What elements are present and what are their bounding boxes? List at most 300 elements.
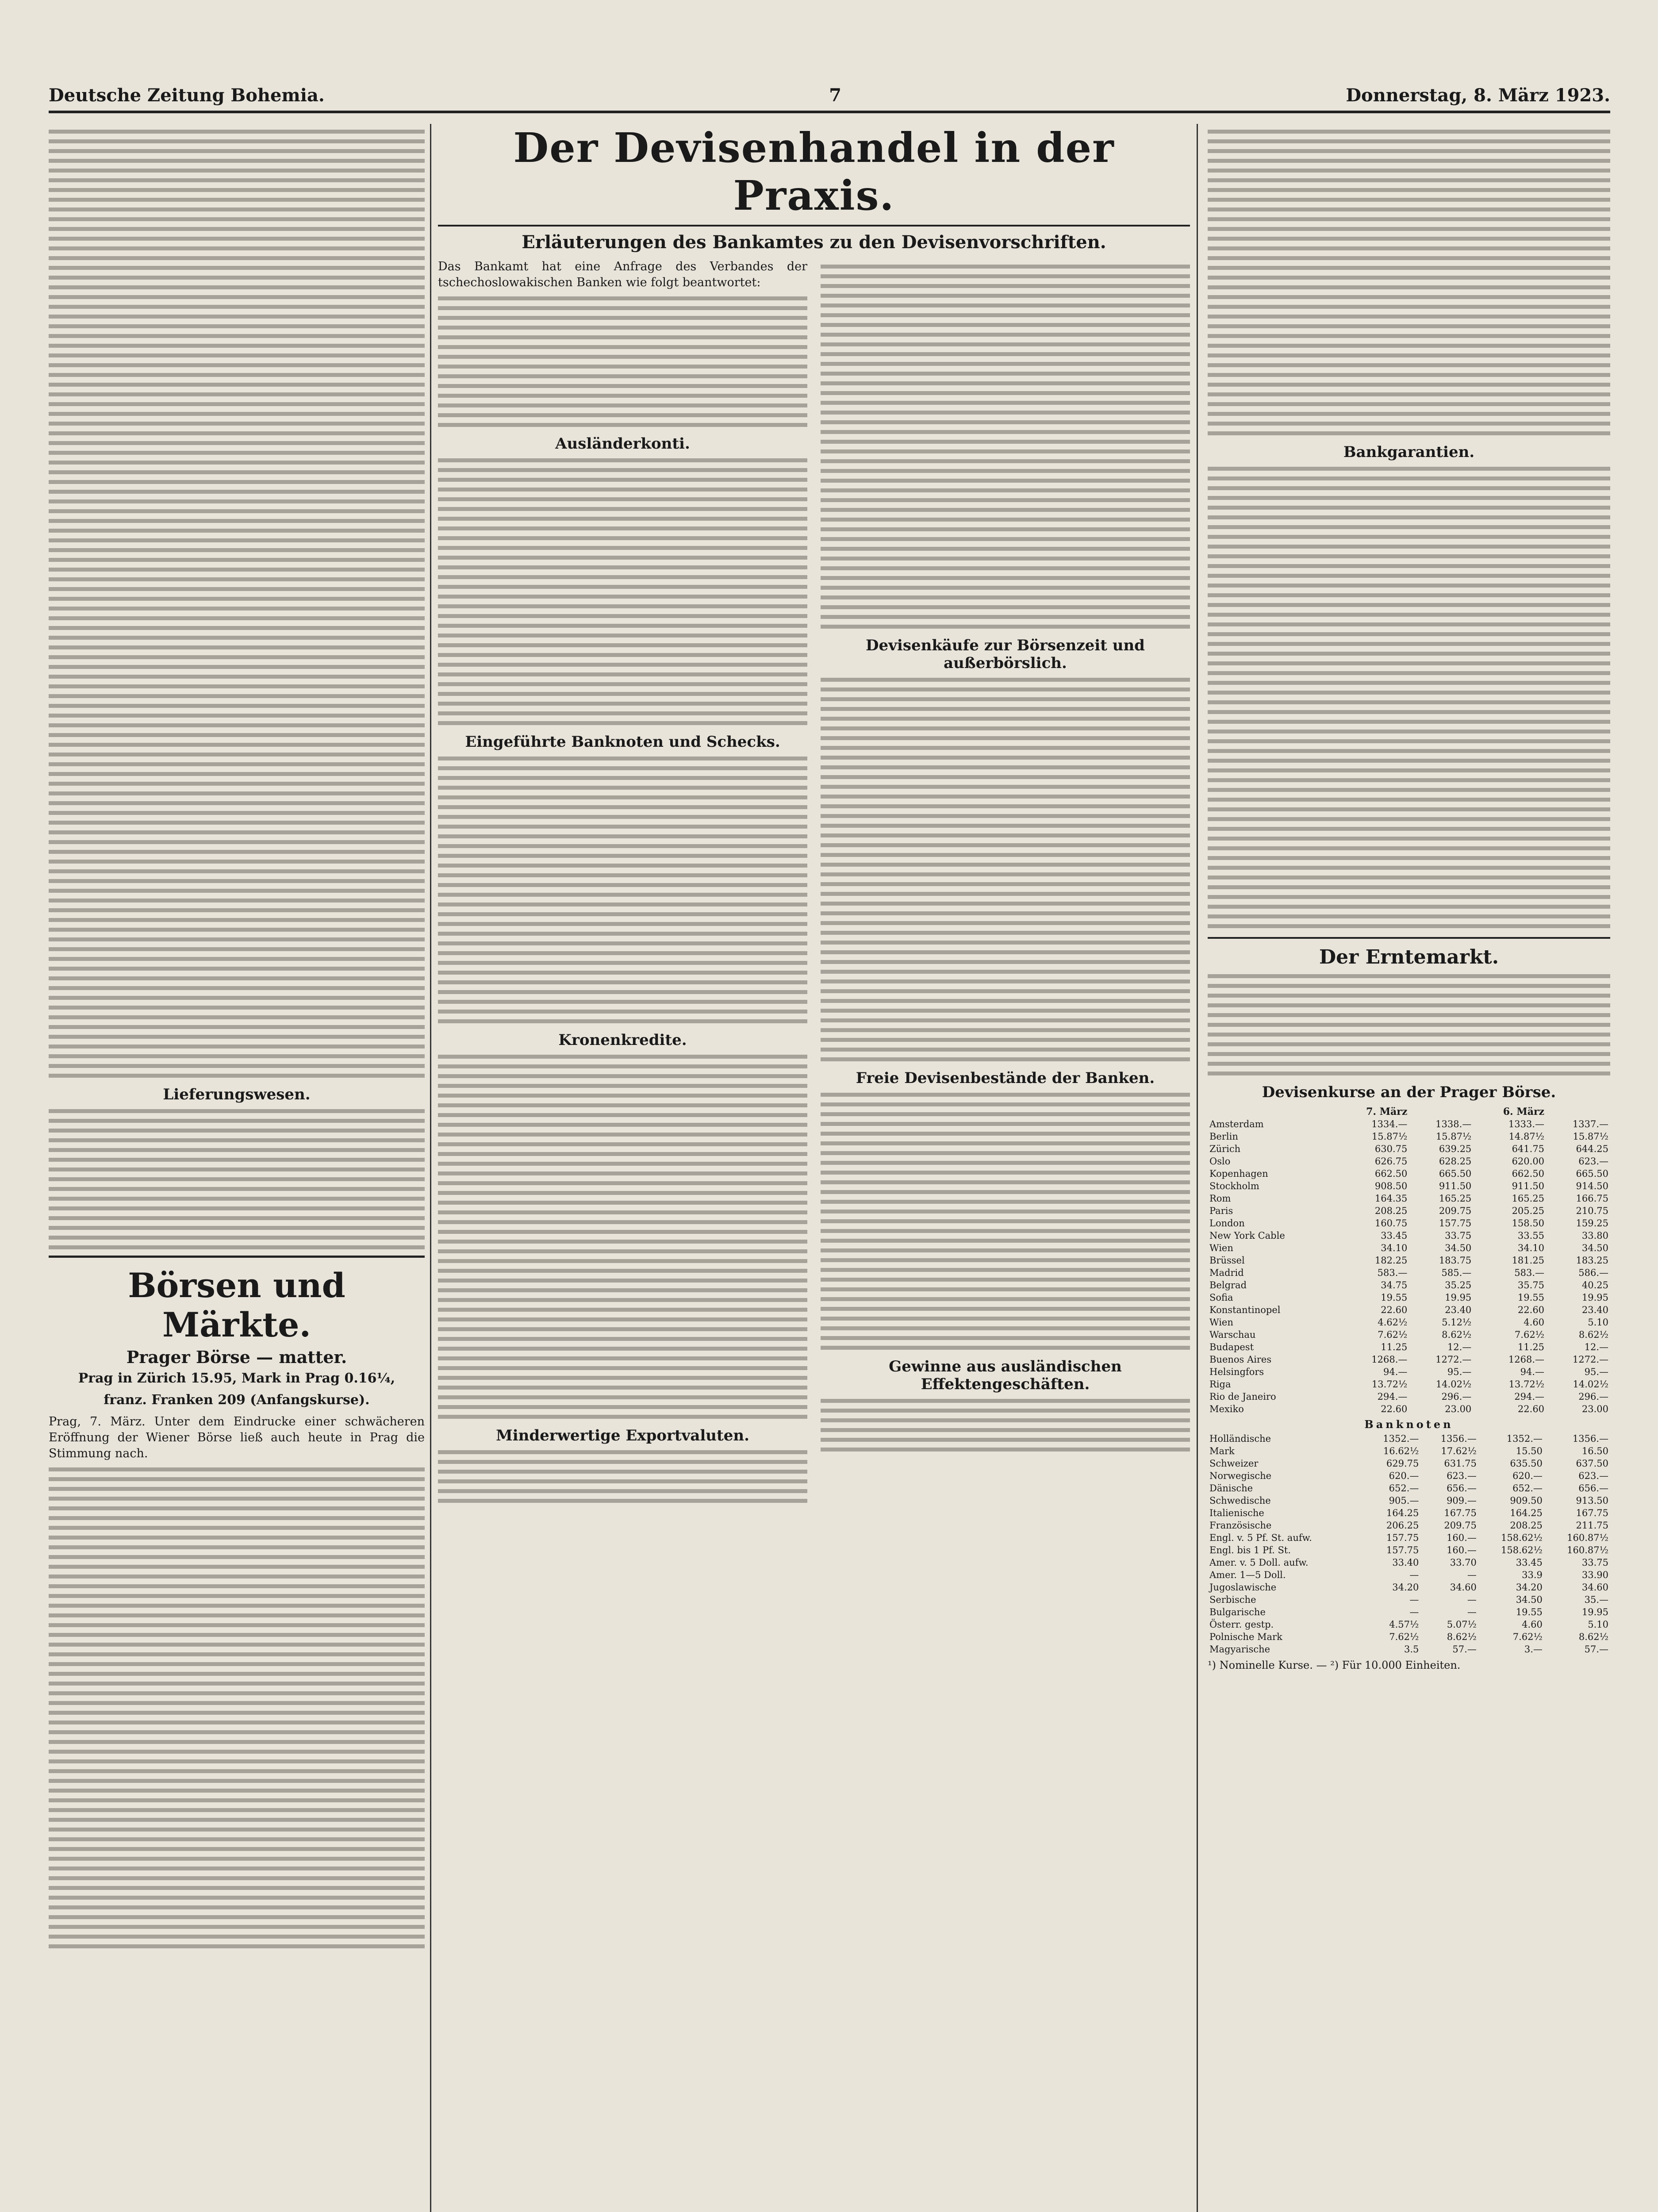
rate-value: 652.— [1389,1483,1419,1494]
rate-value: 14.87½ [1508,1131,1545,1142]
rate-value: 4.60 [1524,1317,1545,1328]
rate-value: 19.95 [1581,1607,1608,1617]
currency-name: Berlin [1209,1131,1238,1142]
rate-value: 22.60 [1381,1305,1408,1315]
rate-value: 11.25 [1381,1342,1408,1352]
rate-value: 4.57½ [1389,1619,1419,1630]
text-block [821,1093,1190,1350]
table-row [1208,1353,1610,1366]
table-row [1208,1594,1610,1606]
rate-value: 160.87½ [1567,1532,1608,1543]
section-freie-devisen: Freie Devisenbestände der Banken. [856,1069,1155,1087]
table-row [1208,1155,1610,1167]
rate-value: 911.50 [1439,1181,1472,1191]
table-row [1208,1445,1610,1457]
table-header-row [1208,1106,1610,1118]
rate-value: 5.07½ [1447,1619,1477,1630]
rate-value: — [1467,1570,1477,1580]
rate-value: 167.75 [1444,1508,1477,1518]
table-row [1208,1304,1610,1316]
rate-value: 157.75 [1439,1218,1472,1229]
currency-name: Stockholm [1209,1181,1259,1191]
rate-value: 8.62½ [1447,1632,1477,1642]
table-row [1208,1217,1610,1229]
section-exportvaluten: Minderwertige Exportvaluten. [496,1427,749,1444]
rate-value: 57.— [1452,1644,1477,1655]
rate-value: 40.25 [1581,1280,1608,1290]
boersen-paragraph: Prag, 7. März. Unter dem Eindrucke einer schwächeren Eröffnung der Wiener Börse ließ auch heute in Prag die Stimmung nach. [49,1415,425,1460]
rate-value: 1272.— [1572,1354,1608,1365]
rate-value: 34.50 [1445,1243,1472,1253]
rate-value: 208.25 [1374,1206,1408,1216]
rate-value: 637.50 [1576,1458,1608,1469]
rate-value: 209.75 [1444,1520,1477,1531]
text-block [438,458,807,725]
currency-name: Engl. bis 1 Pf. St. [1209,1545,1291,1555]
rate-value: 3.— [1524,1644,1543,1655]
currency-name: Mexiko [1209,1404,1244,1414]
rate-value: 7.62½ [1378,1329,1408,1340]
rate-value: 34.75 [1381,1280,1408,1290]
rate-value: 7.62½ [1514,1329,1545,1340]
rate-value: 160.75 [1374,1218,1408,1229]
rate-value: 158.62½ [1501,1545,1543,1555]
rate-value: 166.75 [1576,1193,1608,1204]
issue-date: Donnerstag, 8. März 1923. [1346,84,1610,106]
rate-value: 205.25 [1512,1206,1545,1216]
rate-value: 23.40 [1581,1305,1608,1315]
rate-value: 913.50 [1576,1495,1608,1506]
rate-value: 34.20 [1516,1582,1543,1593]
rate-value: 34.20 [1392,1582,1419,1593]
rate-value: 1268.— [1371,1354,1408,1365]
rate-value: 5.12½ [1442,1317,1472,1328]
table-row [1208,1329,1610,1341]
page-number: 7 [829,84,841,106]
rate-value: 183.25 [1576,1255,1608,1266]
table-row [1208,1229,1610,1242]
currency-name: Warschau [1209,1329,1256,1340]
rate-value: 12.— [1584,1342,1608,1352]
currency-name: Amsterdam [1209,1119,1264,1129]
rate-value: 22.60 [1517,1305,1545,1315]
banknoten-title: Banknoten [1364,1418,1454,1431]
rate-value: 641.75 [1512,1144,1545,1154]
rate-value: 33.45 [1381,1230,1408,1241]
rate-value: 11.25 [1517,1342,1545,1352]
rate-value: 294.— [1377,1391,1408,1402]
rate-value: 164.25 [1386,1508,1419,1518]
rate-value: 157.75 [1386,1532,1419,1543]
currency-name: Buenos Aires [1209,1354,1272,1365]
rate-value: 909.50 [1510,1495,1543,1506]
rate-value: 665.50 [1576,1168,1608,1179]
rate-value: 159.25 [1576,1218,1608,1229]
section-effektengeschaefte: Gewinne aus ausländischen Effektengeschäften. [889,1358,1122,1393]
rate-value: 16.62½ [1383,1446,1419,1456]
rate-value: 8.62½ [1578,1632,1608,1642]
text-block [821,678,1190,1061]
currency-name: Konstantinopel [1209,1305,1281,1315]
rate-value: 181.25 [1512,1255,1545,1266]
rate-value: 33.90 [1581,1570,1608,1580]
rate-value: 1272.— [1435,1354,1472,1365]
rate-value: 620.— [1512,1471,1543,1481]
rate-value: 908.50 [1374,1181,1408,1191]
currency-name: Kopenhagen [1209,1168,1268,1179]
table-row [1208,1470,1610,1482]
boersen-subtitle: Prager Börse — matter. [126,1347,347,1367]
rate-value: 7.62½ [1512,1632,1543,1642]
currency-name: Italienische [1209,1508,1264,1518]
rate-value: 639.25 [1439,1144,1472,1154]
rate-value: 157.75 [1386,1545,1419,1555]
rate-value: 665.50 [1439,1168,1472,1179]
rate-value: 14.02½ [1435,1379,1472,1390]
boersen-subline-1: Prag in Zürich 15.95, Mark in Prag 0.16¼, [78,1371,395,1386]
rate-value: 35.— [1584,1594,1608,1605]
currency-name: Zürich [1209,1144,1241,1154]
rate-value: 164.35 [1374,1193,1408,1204]
currency-name: Österr. gestp. [1209,1619,1274,1630]
rate-value: 656.— [1447,1483,1477,1494]
rate-value: 629.75 [1386,1458,1419,1469]
rate-value: 33.80 [1581,1230,1608,1241]
rate-value: 35.75 [1517,1280,1545,1290]
rate-value: — [1409,1607,1419,1617]
rate-value: 620.— [1389,1471,1419,1481]
column-center [438,124,1190,1509]
column-rule-2 [1197,124,1198,2212]
currency-name: Holländische [1209,1433,1271,1444]
rate-value: 19.55 [1381,1292,1408,1303]
article-subtitle: Erläuterungen des Bankamtes zu den Devisenvorschriften. [522,232,1106,253]
currency-name: Wien [1209,1243,1233,1253]
currency-name: Helsingfors [1209,1367,1264,1377]
table-row [1208,1482,1610,1494]
rate-value: 644.25 [1576,1144,1608,1154]
currency-name: Schwedische [1209,1495,1271,1506]
rates-footnote: ¹) Nominelle Kurse. — ²) Für 10.000 Einheiten. [1208,1659,1461,1671]
devisenkurse-table [1208,1106,1610,1415]
currency-name: Norwegische [1209,1471,1272,1481]
rate-value: 635.50 [1510,1458,1543,1469]
rate-value: 165.25 [1512,1193,1545,1204]
table-row [1208,1180,1610,1192]
currency-name: Serbische [1209,1594,1256,1605]
currency-name: Budapest [1209,1342,1254,1352]
table-row [1208,1618,1610,1631]
currency-name: Oslo [1209,1156,1231,1167]
table-row [1208,1130,1610,1143]
rate-value: 1352.— [1506,1433,1543,1444]
rate-value: 15.87½ [1435,1131,1472,1142]
article-title: Der Devisenhandel in der Praxis. [438,124,1190,227]
rate-value: 5.10 [1588,1619,1608,1630]
table-row [1208,1519,1610,1532]
rate-value: 630.75 [1374,1144,1408,1154]
rate-value: 628.25 [1439,1156,1472,1167]
rate-value: 1338.— [1435,1119,1472,1129]
rate-value: 14.02½ [1573,1379,1608,1390]
rate-value: 167.75 [1576,1508,1608,1518]
rate-value: 208.25 [1510,1520,1543,1531]
rate-value: 22.60 [1381,1404,1408,1414]
rate-value: 296.— [1578,1391,1608,1402]
rate-value: 15.50 [1516,1446,1543,1456]
currency-name: Wien [1209,1317,1233,1328]
rate-value: 17.62½ [1441,1446,1477,1456]
text-block [49,1109,425,1249]
text-block [1208,974,1610,1075]
rate-value: 4.62½ [1378,1317,1408,1328]
table-row [1208,1242,1610,1254]
table-row [1208,1643,1610,1655]
rate-value: 23.40 [1445,1305,1472,1315]
text-block [438,1450,807,1503]
column-header: 6. März [1503,1106,1545,1118]
text-block [1208,467,1610,928]
rate-value: 209.75 [1439,1206,1472,1216]
rate-value: — [1409,1570,1419,1580]
table-row [1208,1267,1610,1279]
table-row [1208,1167,1610,1180]
column-header: 7. März [1366,1106,1408,1118]
rate-value: 13.72½ [1508,1379,1545,1390]
rate-value: 160.— [1447,1545,1477,1555]
text-block [821,1399,1190,1452]
rate-value: 158.50 [1512,1218,1545,1229]
text-block [438,296,807,427]
boersen-subline-2: franz. Franken 209 (Anfangskurse). [104,1392,370,1408]
rate-value: 294.— [1514,1391,1545,1402]
table-row [1208,1291,1610,1304]
table-row [1208,1631,1610,1643]
rate-value: 34.50 [1581,1243,1608,1253]
rate-value: 34.60 [1581,1582,1608,1593]
currency-name: Belgrad [1209,1280,1247,1290]
rate-value: 631.75 [1444,1458,1477,1469]
rate-value: 164.25 [1510,1508,1543,1518]
table-row [1208,1556,1610,1569]
rate-value: 160.87½ [1567,1545,1608,1555]
rate-value: 1356.— [1572,1433,1608,1444]
rate-value: — [1409,1594,1419,1605]
table-row [1208,1544,1610,1556]
section-devisenkaeufe: Devisenkäufe zur Börsenzeit und außerbörslich. [866,637,1145,672]
rate-value: 158.62½ [1501,1532,1543,1543]
rate-value: 33.75 [1581,1557,1608,1568]
rate-value: 94.— [1520,1367,1545,1377]
rate-value: 160.— [1447,1532,1477,1543]
table-row [1208,1403,1610,1415]
rate-value: 626.75 [1374,1156,1408,1167]
currency-name: Französische [1209,1520,1272,1531]
rate-value: 183.75 [1439,1255,1472,1266]
table-row [1208,1432,1610,1445]
rate-value: 914.50 [1576,1181,1608,1191]
rate-value: 182.25 [1374,1255,1408,1266]
rate-value: 33.70 [1450,1557,1477,1568]
erntemarkt-title: Der Erntemarkt. [1208,937,1610,968]
rate-value: 15.87½ [1371,1131,1408,1142]
newspaper-name: Deutsche Zeitung Bohemia. [49,84,325,106]
rate-value: 652.— [1512,1483,1543,1494]
rate-value: 34.10 [1381,1243,1408,1253]
rate-value: — [1467,1594,1477,1605]
table-row [1208,1569,1610,1581]
boersen-title: Börsen und Märkte. [49,1256,425,1344]
rate-value: 585.— [1441,1267,1472,1278]
rate-value: 586.— [1578,1267,1608,1278]
section-heading-lieferungswesen: Lieferungswesen. [163,1086,311,1103]
rate-value: 583.— [1514,1267,1545,1278]
rate-value: 623.— [1447,1471,1477,1481]
table-row [1208,1581,1610,1594]
column-header [1409,1106,1473,1118]
rate-value: 33.45 [1516,1557,1543,1568]
currency-name: Sofia [1209,1292,1233,1303]
rate-value: 19.95 [1445,1292,1472,1303]
currency-name: Magyarische [1209,1644,1270,1655]
text-block [1208,130,1610,435]
rate-value: 16.50 [1581,1446,1608,1456]
banknoten-table [1208,1432,1610,1655]
currency-name: London [1209,1218,1245,1229]
currency-name: Amer. v. 5 Doll. aufw. [1209,1557,1309,1568]
table-row [1208,1316,1610,1329]
section-banknoten-schecks: Eingeführte Banknoten und Schecks. [465,733,780,751]
rate-value: 656.— [1578,1483,1608,1494]
rate-value: 206.25 [1386,1520,1419,1531]
table-row [1208,1494,1610,1507]
article-right-column [821,259,1190,1509]
rate-value: 623.— [1578,1471,1608,1481]
rate-value: 211.75 [1576,1520,1608,1531]
rate-value: 620.00 [1512,1156,1545,1167]
rate-value: 33.9 [1522,1570,1543,1580]
table-row [1208,1205,1610,1217]
rate-value: 95.— [1447,1367,1472,1377]
section-bankgarantien: Bankgarantien. [1343,443,1475,461]
rate-value: 1334.— [1371,1119,1408,1129]
page-header [49,80,1610,113]
rate-value: 34.50 [1516,1594,1543,1605]
rate-value: 34.10 [1517,1243,1545,1253]
currency-name: Madrid [1209,1267,1244,1278]
rate-value: 623.— [1578,1156,1608,1167]
table-row [1208,1366,1610,1378]
currency-name: Rio de Janeiro [1209,1391,1276,1402]
rate-value: 165.25 [1439,1193,1472,1204]
rates-title: Devisenkurse an der Prager Börse. [1262,1083,1556,1101]
table-row [1208,1378,1610,1390]
table-row [1208,1457,1610,1470]
text-block [438,757,807,1023]
rate-value: 15.87½ [1573,1131,1608,1142]
rate-value: 1337.— [1572,1119,1608,1129]
rate-value: — [1467,1607,1477,1617]
column-rule-1 [430,124,431,2212]
table-row [1208,1341,1610,1353]
rate-value: 23.00 [1445,1404,1472,1414]
text-block [49,130,425,1078]
rate-value: 12.— [1447,1342,1472,1352]
rate-value: 662.50 [1512,1168,1545,1179]
column-header [1208,1106,1336,1118]
rate-value: 3.5 [1404,1644,1419,1655]
rate-value: 1333.— [1508,1119,1545,1129]
currency-name: Bulgarische [1209,1607,1266,1617]
rate-value: 35.25 [1445,1280,1472,1290]
rate-value: 1356.— [1440,1433,1477,1444]
rate-value: 13.72½ [1371,1379,1408,1390]
rate-value: 19.95 [1581,1292,1608,1303]
rate-value: 4.60 [1522,1619,1543,1630]
currency-name: Paris [1209,1206,1233,1216]
article-body [438,259,1190,1509]
rate-value: 94.— [1383,1367,1408,1377]
currency-name: Amer. 1—5 Doll. [1209,1570,1286,1580]
column-right [1208,124,1610,1671]
section-kronenkredite: Kronenkredite. [558,1031,687,1049]
table-row [1208,1118,1610,1130]
rate-value: 22.60 [1517,1404,1545,1414]
article-left-column [438,259,807,1509]
rate-value: 33.40 [1392,1557,1419,1568]
currency-name: Mark [1209,1446,1235,1456]
currency-name: Jugoslawische [1209,1582,1277,1593]
rate-value: 95.— [1584,1367,1608,1377]
table-row [1208,1390,1610,1403]
rate-value: 911.50 [1512,1181,1545,1191]
table-row [1208,1192,1610,1205]
rate-value: 8.62½ [1442,1329,1472,1340]
rate-value: 662.50 [1374,1168,1408,1179]
column-left [49,124,425,1955]
currency-name: Riga [1209,1379,1231,1390]
column-header [1546,1106,1610,1118]
rate-value: 296.— [1441,1391,1472,1402]
currency-name: Brüssel [1209,1255,1245,1266]
rate-value: 19.55 [1517,1292,1545,1303]
rate-value: 210.75 [1576,1206,1608,1216]
rate-value: 583.— [1377,1267,1408,1278]
table-row [1208,1606,1610,1618]
currency-name: Polnische Mark [1209,1632,1282,1642]
rate-value: 19.55 [1516,1607,1543,1617]
rate-value: 33.55 [1517,1230,1545,1241]
rate-value: 8.62½ [1578,1329,1608,1340]
section-auslaenderkonti: Ausländerkonti. [555,435,690,453]
rate-value: 33.75 [1445,1230,1472,1241]
rate-value: 57.— [1584,1644,1608,1655]
article-intro: Das Bankamt hat eine Anfrage des Verbandes der tschechoslowakischen Banken wie folgt beantwortet: [438,260,807,289]
table-row [1208,1279,1610,1291]
rate-value: 1268.— [1508,1354,1545,1365]
rate-value: 5.10 [1588,1317,1608,1328]
text-block [821,265,1190,629]
currency-name: Schweizer [1209,1458,1259,1469]
rate-value: 23.00 [1581,1404,1608,1414]
table-row [1208,1143,1610,1155]
text-block [438,1055,807,1419]
rate-value: 34.60 [1450,1582,1477,1593]
rate-value: 905.— [1389,1495,1419,1506]
rate-value: 909.— [1447,1495,1477,1506]
currency-name: Dänische [1209,1483,1253,1494]
currency-name: New York Cable [1209,1230,1285,1241]
